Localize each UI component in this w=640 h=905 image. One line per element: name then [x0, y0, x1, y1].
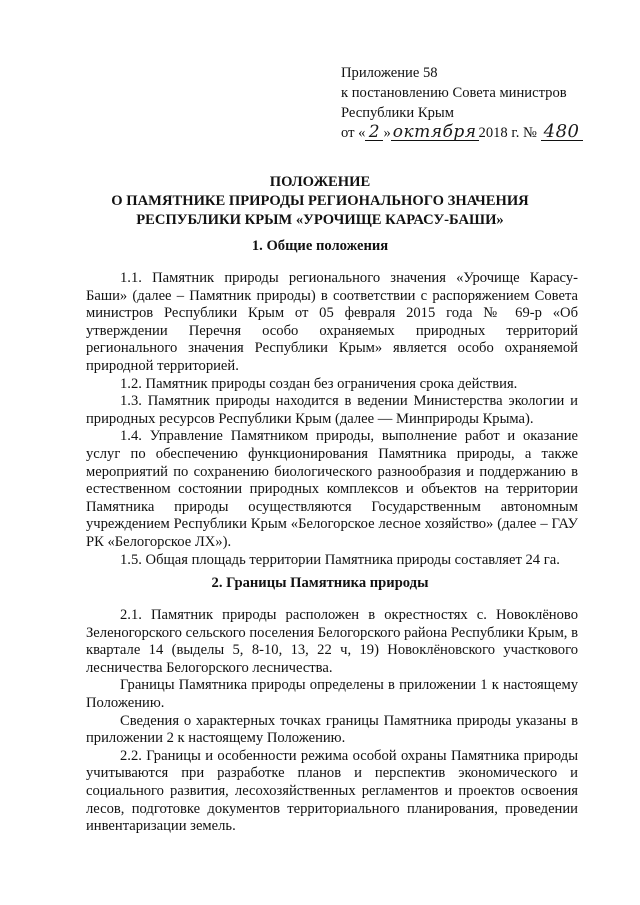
appendix-date-line	[341, 123, 583, 143]
paragraph-1-4: 1.4. Управление Памятником природы, выполнение работ и оказание услуг по обеспечению функционирования Памятника природы, а также мероприятий по сохранению биологического разнообразия и поддержанию в естественном состоянии природных комплексов и объектов на территории Памятника природы осуществляются Государственным автономным учреждением Республики Крым «Белогорское лесное хозяйство» (далее – ГАУ РК «Белогорское ЛХ»).	[86, 428, 578, 550]
section-2-body	[86, 607, 578, 836]
paragraph-2-1-borders: Границы Памятника природы определены в приложении 1 к настоящему Положению.	[86, 677, 578, 711]
handwritten-day: 2	[365, 124, 383, 141]
appendix-block	[341, 63, 583, 143]
paragraph-2-1: 2.1. Памятник природы расположен в окрестностях с. Новоклёново Зеленогорского сельского поселения Белогорского района Республики Крым, в квартале 14 (выделы 5, 8-10, 13, 22 ч, 19) Новоклёновского участкового лесничества Белогорского лесничества.	[86, 607, 578, 676]
section-1-heading: 1. Общие положения	[251, 238, 389, 254]
appendix-resolution: к постановлению Совета министров	[341, 85, 567, 101]
paragraph-1-3: 1.3. Памятник природы находится в ведении Министерства экологии и природных ресурсов Республики Крым (далее — Минприроды Крыма).	[86, 393, 578, 427]
paragraph-1-2: 1.2. Памятник природы создан без ограничения срока действия.	[120, 375, 518, 392]
document-title	[0, 173, 640, 230]
paragraph-2-1-points: Сведения о характерных точках границы Памятника природы указаны в приложении 2 к настоящему Положению.	[86, 712, 578, 747]
appendix-number: Приложение 58	[341, 65, 438, 81]
paragraph-1-1: 1.1. Памятник природы регионального значения «Урочище Карасу-Баши» (далее – Памятник природы) в соответствии с распоряжением Совета министров Республики Крым от 05 февраля 2015 года № 69-р «Об утверждении Перечня особо охраняемых природных территорий регионального значения Республики Крым» является особо охраняемой природной территорией.	[86, 270, 578, 374]
title-line-2: О ПАМЯТНИКЕ ПРИРОДЫ РЕГИОНАЛЬНОГО ЗНАЧЕНИЯ	[111, 193, 529, 209]
section-2-heading: 2. Границы Памятника природы	[211, 575, 429, 591]
handwritten-month: октября	[392, 122, 477, 142]
section-1-body	[86, 270, 578, 569]
appendix-republic: Республики Крым	[341, 105, 454, 121]
paragraph-2-2: 2.2. Границы и особенности режима особой охраны Памятника природы учитываются при разработке планов и перспектив экономического и социального развития, лесохозяйственных регламентов и проектов освоения лесов, подготовке документов территориального планирования, проведении инвентаризации земель.	[86, 747, 578, 835]
title-line-1: ПОЛОЖЕНИЕ	[269, 174, 371, 190]
date-prefix: от «	[341, 125, 366, 141]
date-year: 2018 г. №	[478, 125, 537, 141]
paragraph-1-5: 1.5. Общая площадь территории Памятника природы составляет 24 га.	[120, 551, 560, 568]
date-mid: »	[383, 125, 391, 141]
handwritten-doc-number: 480	[541, 124, 583, 141]
title-line-3: РЕСПУБЛИКИ КРЫМ «УРОЧИЩЕ КАРАСУ-БАШИ»	[136, 212, 504, 228]
